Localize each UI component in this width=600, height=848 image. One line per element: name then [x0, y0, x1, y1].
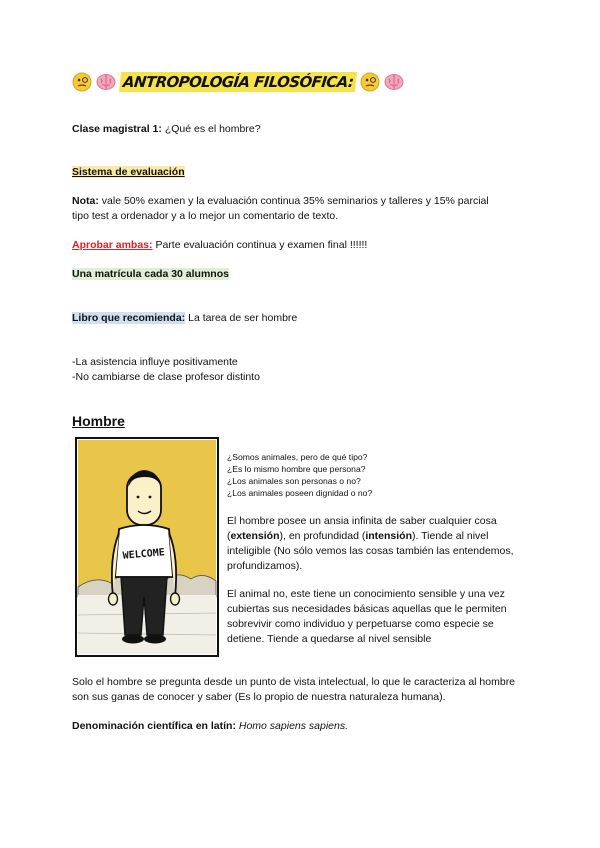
aprobar-label: Aprobar ambas:: [72, 239, 153, 251]
note-item: -No cambiarse de clase profesor distinto: [72, 371, 260, 383]
p1-term-intension: intensión: [365, 530, 412, 542]
note-item: -La asistencia influye positivamente: [72, 356, 238, 368]
p1-part: El hombre posee un ansia infinita de saber cualquier cosa (: [227, 515, 497, 542]
clase-label: Clase magistral 1:: [72, 123, 162, 135]
p1-part: ), en profundidad (: [279, 530, 366, 542]
matricula-text: Una matrícula cada 30 alumnos: [72, 268, 229, 280]
paragraph-animal: El animal no, este tiene un conocimiento sensible y una vez cubiertas sus necesidades básicas aquellas que le permiten sobrevivir como individuo y perpetuarse como especie se detiene. Tiende a quedarse al nivel sensible: [227, 588, 507, 645]
denominacion-line: [72, 719, 348, 734]
thinking-face-icon: [360, 72, 380, 92]
brain-icon: [384, 72, 404, 92]
sistema-heading: [72, 165, 185, 180]
paragraph-hombre-pregunta: Solo el hombre se pregunta desde un punto de vista intelectual, lo que le caracteriza al hombre son sus ganas de conocer y saber (Es lo propio de nuestra naturaleza humana).: [72, 676, 516, 703]
comic-man-image: [75, 437, 219, 657]
aprobar-text: Parte evaluación continua y examen final !!!!!!: [155, 239, 368, 251]
libro-text: La tarea de ser hombre: [188, 312, 298, 324]
libro-label: Libro que recomienda:: [72, 312, 186, 324]
question-item: ¿Es lo mismo hombre que persona?: [227, 464, 366, 474]
nota-line-2: [72, 209, 338, 224]
clase-line: [72, 122, 261, 137]
nota-line-1: [72, 194, 489, 209]
matricula-line: [72, 267, 229, 282]
aprobar-line: [72, 238, 367, 253]
shirt-text: WELCOME: [122, 547, 166, 562]
p1-term-extension: extensión: [230, 530, 280, 542]
libro-line: [72, 311, 297, 326]
question-item: ¿Los animales son personas o no?: [227, 476, 361, 486]
question-item: ¿Los animales poseen dignidad o no?: [227, 488, 373, 498]
thinking-face-icon: [72, 72, 92, 92]
sistema-label: Sistema de evaluación: [72, 166, 185, 178]
section-heading-hombre: Hombre: [72, 413, 125, 429]
question-item: ¿Somos animales, pero de qué tipo?: [227, 452, 368, 462]
denominacion-text: Homo sapiens sapiens.: [238, 720, 349, 732]
title-row: [72, 72, 404, 92]
nota-text-1: vale 50% examen y la evaluación continua 35% seminarios y talleres y 15% parcial: [101, 195, 489, 207]
nota-label: Nota:: [72, 195, 99, 207]
clase-text: ¿Qué es el hombre?: [164, 123, 261, 135]
brain-icon: [96, 72, 116, 92]
paragraph-extension: [227, 514, 527, 574]
denominacion-label: Denominación científica en latín:: [72, 720, 236, 732]
page-title: ANTROPOLOGÍA FILOSÓFICA:: [119, 72, 358, 92]
p1-part: ). Tiende al nivel inteligible (No sólo vemos las cosas también las entendemos, profundizamos).: [227, 530, 514, 572]
nota-text-2: tipo test a ordenador y a lo mejor un comentario de texto.: [72, 210, 339, 222]
